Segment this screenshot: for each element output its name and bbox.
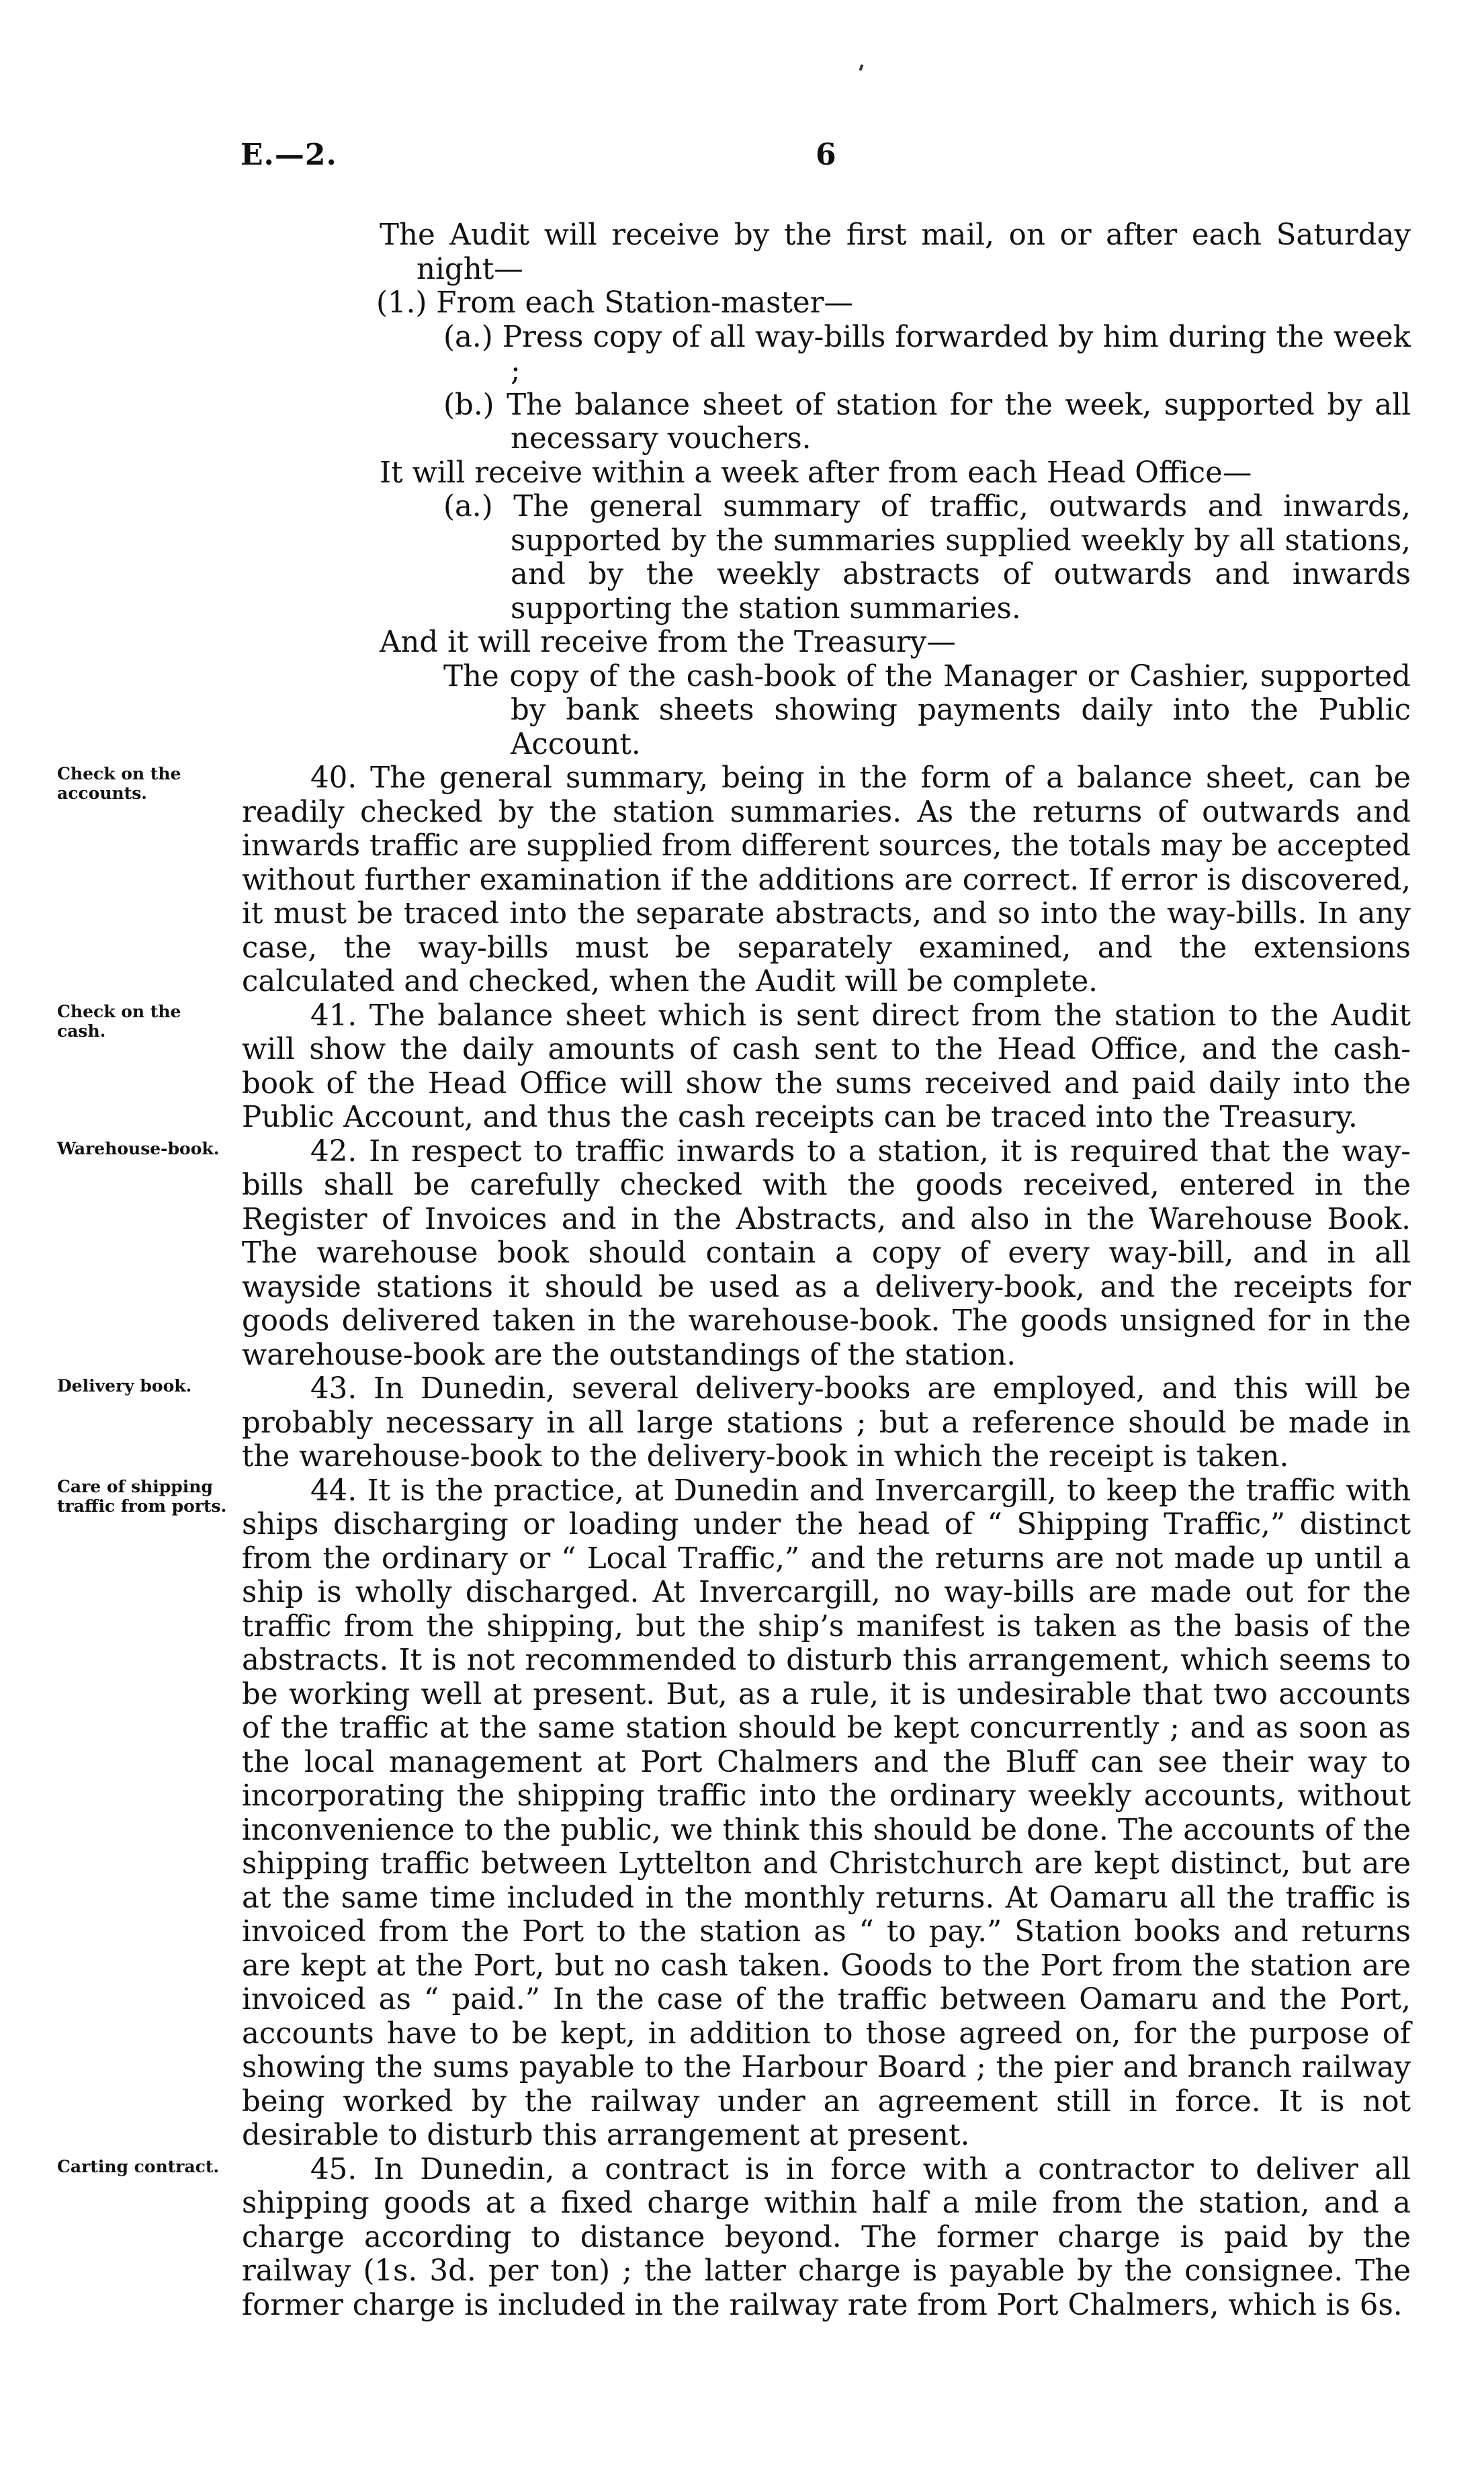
section-40-text: 40. The general summary, being in the form of a balance sheet, can be readily checked by the station summaries. As the returns of outwards and inwards traffic are supplied from different sources, the totals may be accepted without further examination if the additions are correct. If error is discovered, it must be traced into the separate abstracts, and so into the way-bills. In any case, the way-bills must be separately examined, and the extensions calculated and checked, when the Audit will be complete. (242, 761, 1411, 998)
section-44-text: 44. It is the practice, at Dunedin and Invercargill, to keep the traffic with ships discharging or loading under the head of “ Shipping Traffic,” distinct from the ordinary or “ Local Traffic,” and the returns are not made up until a ship is wholly discharged. At Invercargill, no way-bills are made out for the traffic from the shipping, but the ship’s manifest is taken as the basis of the abstracts. It is not recommended to disturb this arrangement, which seems to be working well at present. But, as a rule, it is undesirable that two accounts of the traffic at the same station should be kept concurrently ; and as soon as the local management at Port Chalmers and the Bluff can see their way to incorporating the shipping traffic into the ordinary weekly accounts, without inconvenience to the public, we think this should be done. The accounts of the shipping traffic between Lyttelton and Christchurch are kept distinct, but are at the same time included in the monthly returns. At Oamaru all the traffic is invoiced from the Port to the station as “ to pay.” Station books and returns are kept at the Port, but no cash taken. Goods to the Port from the station are invoiced as “ paid.” In the case of the traffic between Oamaru and the Port, accounts have to be kept, in addition to those agreed on, for the purpose of showing the sums payable to the Harbour Board ; the pier and branch railway being worked by the railway under an agreement still in force. It is not desirable to disturb this arrangement at present. (242, 1474, 1411, 2152)
margin-note-40: Check on the accounts. (57, 764, 181, 803)
section-41 (57, 998, 1411, 1135)
margin-note-45: Carting contract. (57, 2156, 220, 2176)
section-40 (57, 761, 1411, 999)
margin-note-43: Delivery book. (57, 1376, 192, 1396)
from-station-master: (1.) From each Station-master— (376, 286, 853, 320)
page-body (57, 218, 1411, 2322)
head-office-intro: It will receive within a week after from each Head Office— (380, 456, 1252, 490)
section-41-text: 41. The balance sheet which is sent direct from the station to the Audit will show the daily amounts of cash sent to the Head Office, and the cash-book of the Head Office will show the sums received and paid daily into the Public Account, and thus the cash receipts can be traced into the Treasury. (242, 998, 1411, 1134)
section-42 (57, 1134, 1411, 1373)
treasury-intro: And it will receive from the Treasury— (380, 626, 956, 659)
station-item-b: (b.) The balance sheet of station for the week, supported by all necessary vouchers. (443, 388, 1411, 456)
section-44 (57, 1474, 1411, 2153)
document-reference: E.—2. (241, 138, 337, 172)
page-header (0, 138, 1484, 185)
section-45-text: 45. In Dunedin, a contract is in force with a contractor to deliver all shipping goods at a fixed charge within half a mile from the station, and a charge according to distance beyond. The former charge is paid by the railway (1s. 3d. per ton) ; the latter charge is payable by the consignee. The former charge is included in the railway rate from Port Chalmers, which is 6s. (242, 2152, 1411, 2322)
station-item-a: (a.) Press copy of all way-bills forwarded by him during the week ; (443, 320, 1411, 388)
section-42-text: 42. In respect to traffic inwards to a station, it is required that the way-bills shall be carefully checked with the goods received, entered in the Register of Invoices and in the Abstracts, and also in the Warehouse Book. The warehouse book should contain a copy of every way-bill, and in all wayside stations it should be used as a delivery-book, and the receipts for goods delivered taken in the warehouse-book. The goods unsigned for in the warehouse-book are the outstandings of the station. (242, 1134, 1411, 1372)
section-43 (57, 1372, 1411, 1474)
section-45 (57, 2152, 1411, 2323)
head-office-item-a: (a.) The general summary of traffic, outwards and inwards, supported by the summaries supplied weekly by all stations, and by the weekly abstracts of outwards and inwards supporting the station summaries. (443, 490, 1411, 626)
margin-note-42: Warehouse-book. (57, 1138, 220, 1158)
margin-note-41: Check on the cash. (57, 1001, 181, 1041)
audit-intro: The Audit will receive by the first mail, on or after each Saturday night— (380, 218, 1411, 286)
treasury-item: The copy of the cash-book of the Manager or Cashier, supported by bank sheets showing payments daily into the Public Account. (443, 659, 1411, 761)
margin-note-44: Care of shipping traffic from ports. (57, 1476, 227, 1516)
page-number: 6 (816, 138, 836, 172)
section-43-text: 43. In Dunedin, several delivery-books are employed, and this will be probably necessary in all large stations ; but a reference should be made in the warehouse-book to the delivery-book in which the receipt is taken. (242, 1372, 1411, 1474)
stray-mark (859, 65, 864, 71)
